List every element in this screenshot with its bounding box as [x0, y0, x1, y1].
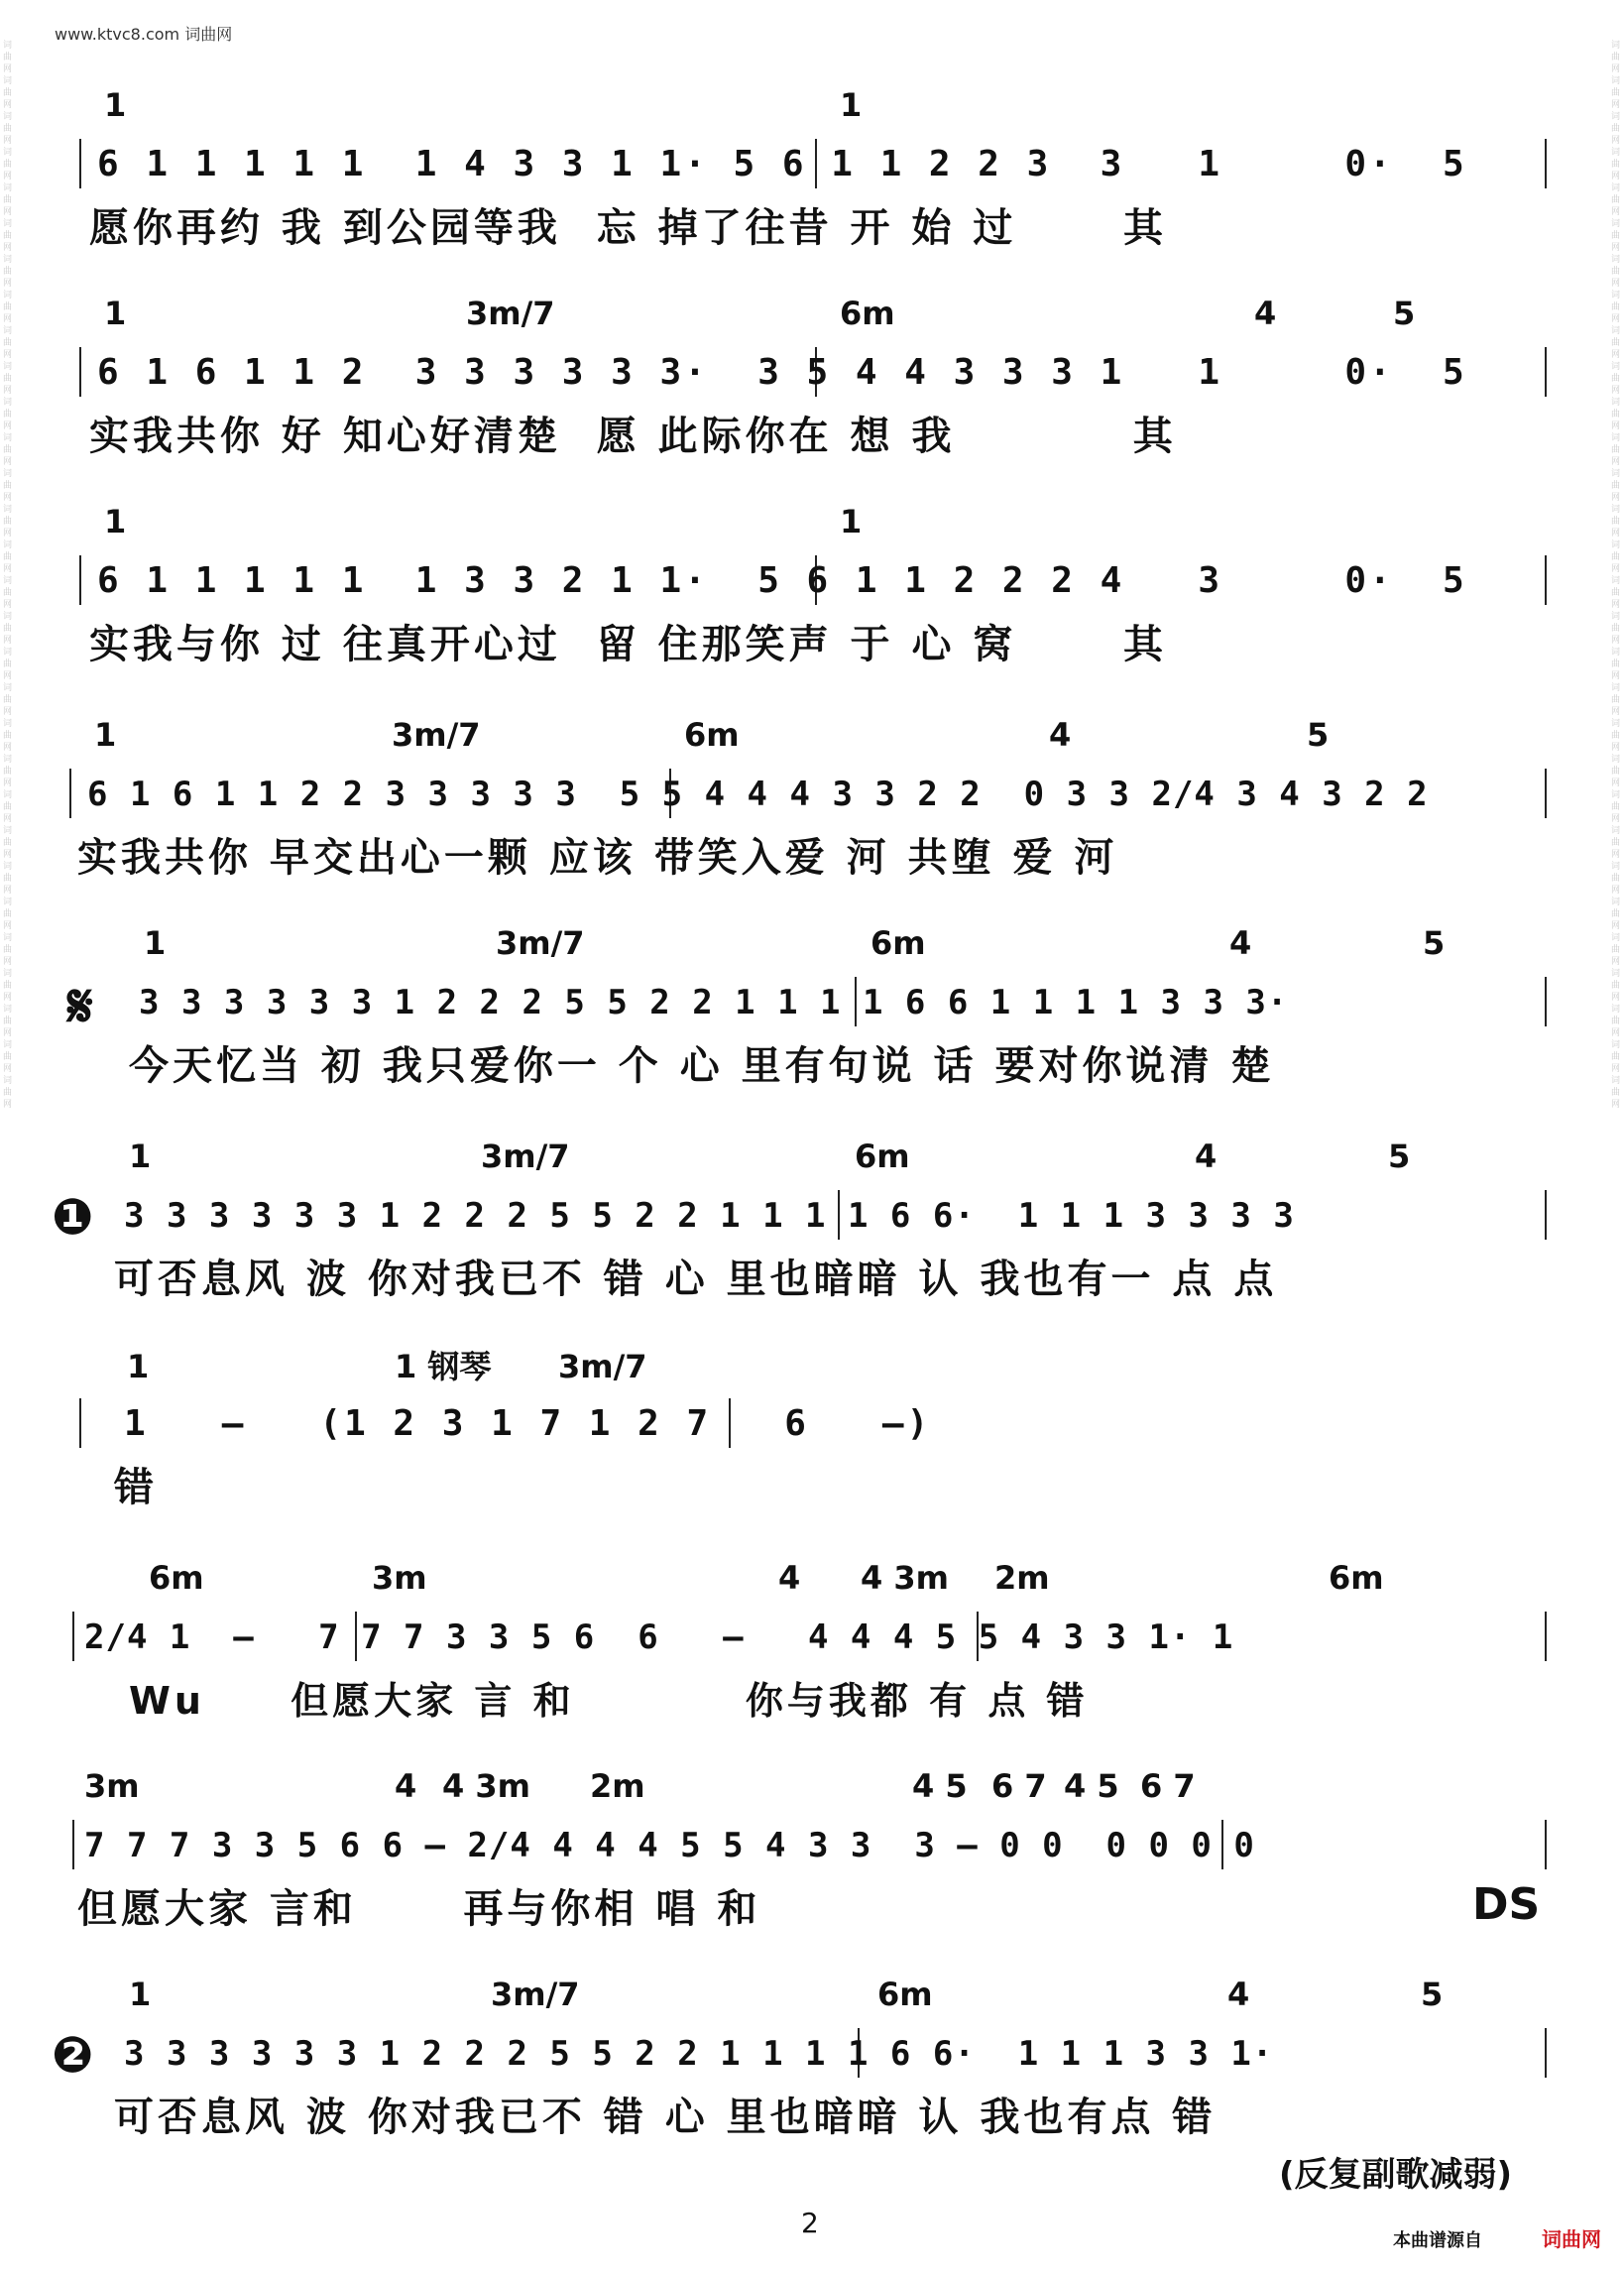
barline: [79, 1398, 81, 1448]
barline: [1545, 347, 1547, 397]
chord: 5: [1388, 1138, 1411, 1175]
score-row-2: [0, 288, 1624, 486]
chord: 4: [778, 1559, 801, 1597]
barline: [1545, 555, 1547, 605]
segno-mark: 𝄋: [67, 972, 93, 1041]
chord: 6 7: [1140, 1767, 1196, 1805]
barline: [72, 1612, 74, 1661]
score-row-7: [0, 1339, 1624, 1537]
score-row-1: [0, 79, 1624, 278]
chord: 6m: [149, 1559, 204, 1597]
notes: 6 1 6 1 1 2 3 3 3 3 3 3· 3 5 4 4 3 3 3 1 1 0· 5: [97, 352, 1467, 393]
chord: 3m/7: [558, 1348, 647, 1385]
chord: 6 7: [991, 1767, 1047, 1805]
chord: 5: [1307, 716, 1330, 754]
notes: 6 1 6 1 1 2 2 3 3 3 3 3 5 5 4 4 4 3 3 2 2 0 3 3 2/4 3 4 3 2 2: [87, 775, 1429, 814]
chord: 3m: [372, 1559, 427, 1597]
chord: 6m: [1329, 1559, 1384, 1597]
barline: [69, 769, 71, 818]
lyrics: 实我共你 好 知心好清楚 愿 此际你在 想 我 其: [89, 414, 1177, 459]
chord: 4 5: [912, 1767, 968, 1805]
notes: 3 3 3 3 3 3 1 2 2 2 5 5 2 2 1 1 1 1 6 6· 1 1 1 3 3 1·: [124, 2034, 1274, 2074]
notes: 6 1 1 1 1 1 1 3 3 2 1 1· 5 6 1 1 2 2 2 4 3 0· 5: [97, 560, 1467, 601]
barline: [1545, 1190, 1547, 1240]
chord: 4: [395, 1767, 417, 1805]
barline: [1545, 977, 1547, 1026]
barline: [1545, 139, 1547, 188]
notes: 1 – (1 2 3 1 7 1 2 7 6 –): [124, 1403, 932, 1444]
source-name: 词曲网: [1542, 2227, 1601, 2251]
chord: 5: [1393, 295, 1416, 332]
dal-segno-mark: DS: [1472, 1879, 1541, 1930]
chord: 6m: [870, 924, 926, 962]
notes: 3 3 3 3 3 3 1 2 2 2 5 5 2 2 1 1 1 1 6 6· 1 1 1 3 3 3 3: [124, 1196, 1295, 1236]
chord: 1: [104, 86, 127, 124]
site-header: www.ktvc8.com 词曲网: [55, 25, 233, 44]
side-watermark-right: 词曲网词曲网词曲网词曲网词曲网词曲网词曲网词曲网词曲网词曲网词曲网词曲网词曲网词曲网词曲网词曲网词曲网词曲网词曲网词曲网词曲网词曲网词曲网词曲网词曲网词曲网词曲网词曲网词曲网词曲网: [1611, 41, 1621, 1110]
barline: [1545, 1820, 1547, 1869]
barline: [72, 1820, 74, 1869]
chord: 1: [840, 86, 863, 124]
chord: 6m: [684, 716, 740, 754]
barline: [1545, 769, 1547, 818]
ending-1-mark: ❶: [52, 1188, 94, 1246]
chord: 6m: [855, 1138, 910, 1175]
chord: 4 5: [1064, 1767, 1119, 1805]
chord: 1: [127, 1348, 150, 1385]
barline: [79, 555, 81, 605]
chord: 4 3m: [442, 1767, 531, 1805]
notes: 6 1 1 1 1 1 1 4 3 3 1 1· 5 6 1 1 2 2 3 3 1 0· 5: [97, 144, 1467, 184]
chord: 1: [840, 503, 863, 540]
score-row-5: [0, 917, 1624, 1116]
chord: 4: [1195, 1138, 1218, 1175]
score-row-8: [0, 1552, 1624, 1750]
source-label: 本曲谱源自: [1393, 2230, 1482, 2251]
score-row-4: [0, 709, 1624, 907]
notes: 3 3 3 3 3 3 1 2 2 2 5 5 2 2 1 1 1 1 6 6 1 1 1 1 3 3 3·: [139, 983, 1289, 1022]
chord: 3m/7: [466, 295, 555, 332]
lyrics: 愿你再约 我 到公园等我 忘 掉了往昔 开 始 过 其: [89, 205, 1167, 251]
chord: 3m/7: [491, 1976, 580, 2013]
lyrics: Wu 但愿大家 言 和 你与我都 有 点 错: [129, 1679, 1089, 1723]
chord: 1: [94, 716, 117, 754]
chord: 1: [104, 503, 127, 540]
notes: 7 7 7 3 3 5 6 6 – 2/4 4 4 4 5 5 4 3 3 3 – 0 0 0 0 0 0: [84, 1826, 1255, 1865]
barline: [1545, 2028, 1547, 2078]
lyrics: 实我与你 过 往真开心过 留 住那笑声 于 心 窝 其: [89, 622, 1167, 667]
lyrics: 可否息风 波 你对我已不 错 心 里也暗暗 认 我也有一 点 点: [114, 1257, 1278, 1302]
lyrics: 今天忆当 初 我只爱你一 个 心 里有句说 话 要对你说清 楚: [129, 1043, 1275, 1089]
score-row-9: [0, 1760, 1624, 1959]
lyrics: 实我共你 早交出心一颗 应该 带笑入爱 河 共堕 爱 河: [77, 835, 1118, 881]
chord: 3m: [84, 1767, 140, 1805]
chord: 1: [104, 295, 127, 332]
chord: 4 3m: [861, 1559, 950, 1597]
chord: 1: [144, 924, 167, 962]
chord: 4: [1229, 924, 1252, 962]
chord-instrument: 1 钢琴: [395, 1348, 492, 1385]
ending-2-mark: ❷: [52, 2026, 94, 2084]
side-watermark-left: 词曲网词曲网词曲网词曲网词曲网词曲网词曲网词曲网词曲网词曲网词曲网词曲网词曲网词曲网词曲网词曲网词曲网词曲网词曲网词曲网词曲网词曲网词曲网词曲网词曲网词曲网词曲网词曲网词曲网词曲网: [3, 41, 13, 1110]
lyrics: 可否息风 波 你对我已不 错 心 里也暗暗 认 我也有点 错: [114, 2095, 1217, 2140]
chord: 4: [1254, 295, 1277, 332]
page-number: 2: [801, 2207, 819, 2239]
barline: [79, 139, 81, 188]
chord: 6m: [877, 1976, 933, 2013]
barline: [1545, 1612, 1547, 1661]
score-row-6: [0, 1131, 1624, 1329]
chord: 2m: [994, 1559, 1050, 1597]
score-row-10: [0, 1969, 1624, 2195]
chord: 3m/7: [392, 716, 481, 754]
chord: 5: [1423, 924, 1446, 962]
chord: 1: [129, 1976, 152, 2013]
chord: 1: [129, 1138, 152, 1175]
chord: 6m: [840, 295, 895, 332]
notes: 2/4 1 – 7 7 7 3 3 5 6 6 – 4 4 4 5 5 4 3 3 1· 1: [84, 1617, 1234, 1657]
lyrics: 错: [114, 1465, 158, 1510]
lyrics: 但愿大家 言和 再与你相 唱 和: [77, 1886, 761, 1932]
chord: 5: [1421, 1976, 1444, 2013]
chord: 3m/7: [496, 924, 585, 962]
barline: [79, 347, 81, 397]
repeat-remark: (反复副歌减弱): [1279, 2155, 1513, 2195]
chord: 3m/7: [481, 1138, 570, 1175]
chord: 4: [1227, 1976, 1250, 2013]
chord: 2m: [590, 1767, 645, 1805]
score-row-3: [0, 496, 1624, 694]
chord: 4: [1049, 716, 1072, 754]
